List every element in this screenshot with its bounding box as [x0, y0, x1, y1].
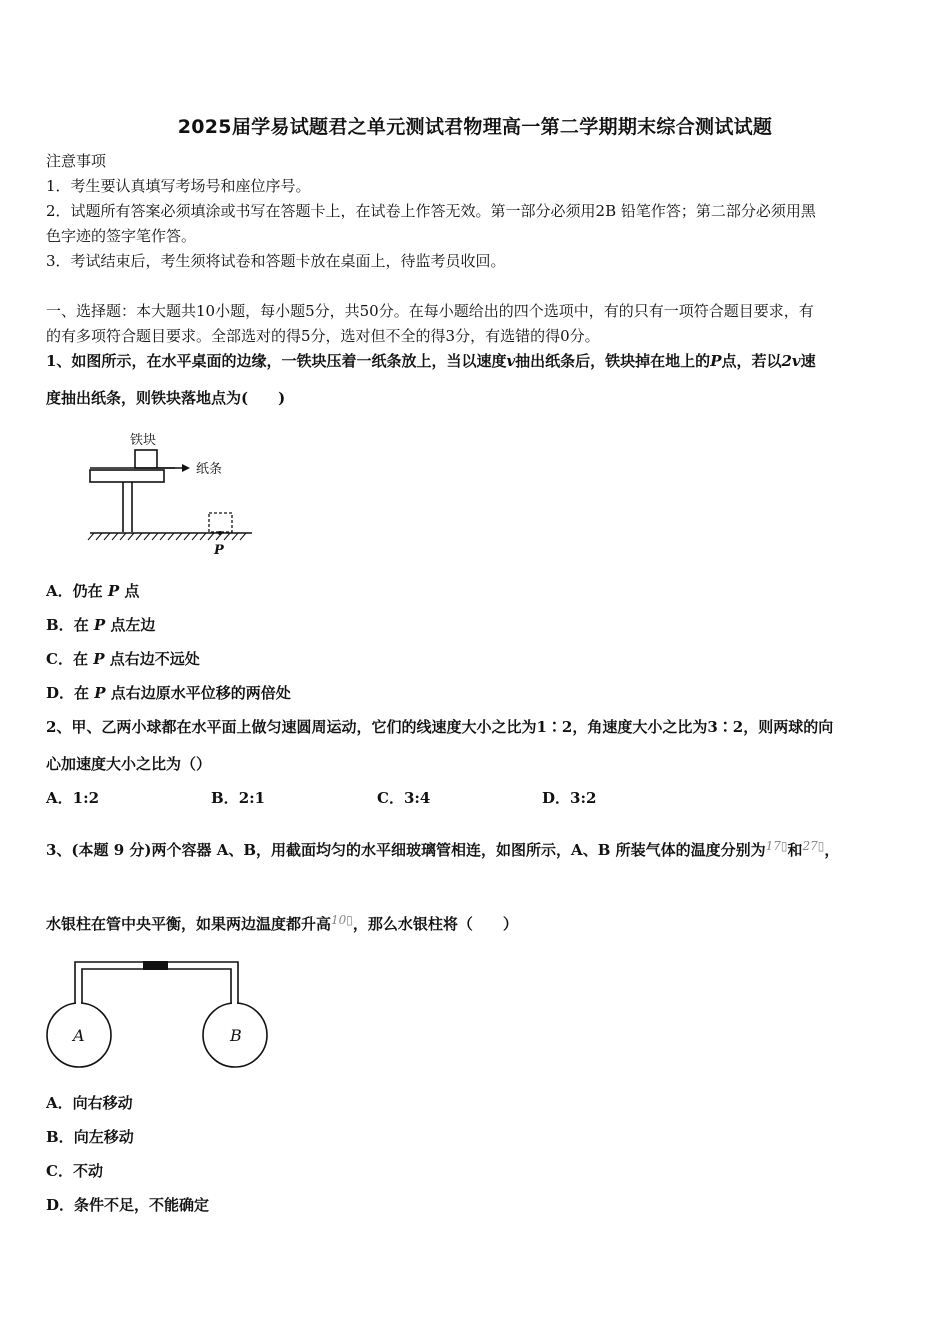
q2-option-d: D．3:2	[542, 789, 597, 807]
q1-stem-line1: 1、如图所示，在水平桌面的边缘，一铁块压着一纸条放上，当以速度v抽出纸条后，铁块掉在地上的P点，若以2v速	[46, 352, 816, 370]
q1-option-a: A．仍在 P 点	[46, 582, 140, 600]
q2-option-c: C．3:4	[377, 789, 431, 807]
temp-a: 17▯	[765, 839, 788, 853]
table-top	[90, 470, 164, 482]
temp-b: 27▯	[802, 839, 825, 853]
q1-option-d: D．在 P 点右边原水平位移的两倍处	[46, 684, 291, 702]
notice-item-2: 2．试题所有答案必须填涂或书写在答题卡上，在试卷上作答无效。第一部分必须用2B 铅笔作答；第二部分必须用黑	[46, 202, 816, 220]
page-title: 2025届学易试题君之单元测试君物理高一第二学期期末综合测试试题	[177, 116, 773, 138]
q2-option-a: A．1:2	[46, 789, 100, 807]
q1-stem-line2: 度抽出纸条，则铁块落地点为( )	[46, 389, 286, 407]
temp-c: 10▯	[331, 913, 353, 927]
section-intro-line1: 一、选择题：本大题共10小题，每小题5分，共50分。在每小题给出的四个选项中，有的只有一项符合题目要求，有	[46, 302, 814, 320]
q3-option-d: D．条件不足，不能确定	[46, 1196, 210, 1214]
block-label: 铁块	[130, 433, 157, 448]
label-a: A	[73, 1026, 85, 1045]
landing-block-dashed	[209, 513, 232, 532]
q2-option-b: B．2:1	[211, 789, 266, 807]
q3-stem-line2: 水银柱在管中央平衡，如果两边温度都升高$^{10▯}$，那么水银柱将（ ）	[46, 913, 518, 933]
q3-option-a: A．向右移动	[46, 1094, 133, 1112]
q3-stem-line1: 3、(本题 9 分)两个容器 A、B，用截面均匀的水平细玻璃管相连，如图所示，A、B 所装气体的温度分别为$^{17▯}$和$^{27▯}$，	[46, 839, 840, 859]
notice-item-2-cont: 色字迹的签字笔作答。	[46, 227, 197, 245]
q3-option-b: B．向左移动	[46, 1128, 134, 1146]
iron-block	[135, 450, 157, 468]
q1-option-b: B．在 P 点左边	[46, 616, 156, 634]
notice-item-3: 3．考试结束后，考生须将试卷和答题卡放在桌面上，待监考员收回。	[46, 252, 506, 270]
label-b: B	[230, 1026, 242, 1045]
ground-hatch	[88, 533, 246, 540]
q1-option-c: C．在 P 点右边不远处	[46, 650, 200, 668]
q2-stem-line1: 2、甲、乙两小球都在水平面上做匀速圆周运动，它们的线速度大小之比为1∶2，角速度大小之比为3∶2，则两球的向	[46, 718, 834, 736]
strip-label: 纸条	[196, 462, 223, 477]
point-p-dot	[218, 531, 222, 535]
mercury-column	[143, 961, 168, 970]
strip-arrow	[182, 464, 190, 472]
q3-option-c: C．不动	[46, 1162, 103, 1180]
section-intro-line2: 的有多项符合题目要求。全部选对的得5分，选对但不全的得3分，有选错的得0分。	[46, 327, 600, 345]
notice-item-1: 1．考生要认真填写考场号和座位序号。	[46, 177, 311, 195]
q3-figure	[40, 955, 270, 1075]
q1-figure	[80, 425, 270, 560]
notice-heading: 注意事项	[46, 152, 107, 170]
q2-stem-line2: 心加速度大小之比为（）	[46, 755, 212, 773]
point-p-label: P	[214, 543, 224, 558]
